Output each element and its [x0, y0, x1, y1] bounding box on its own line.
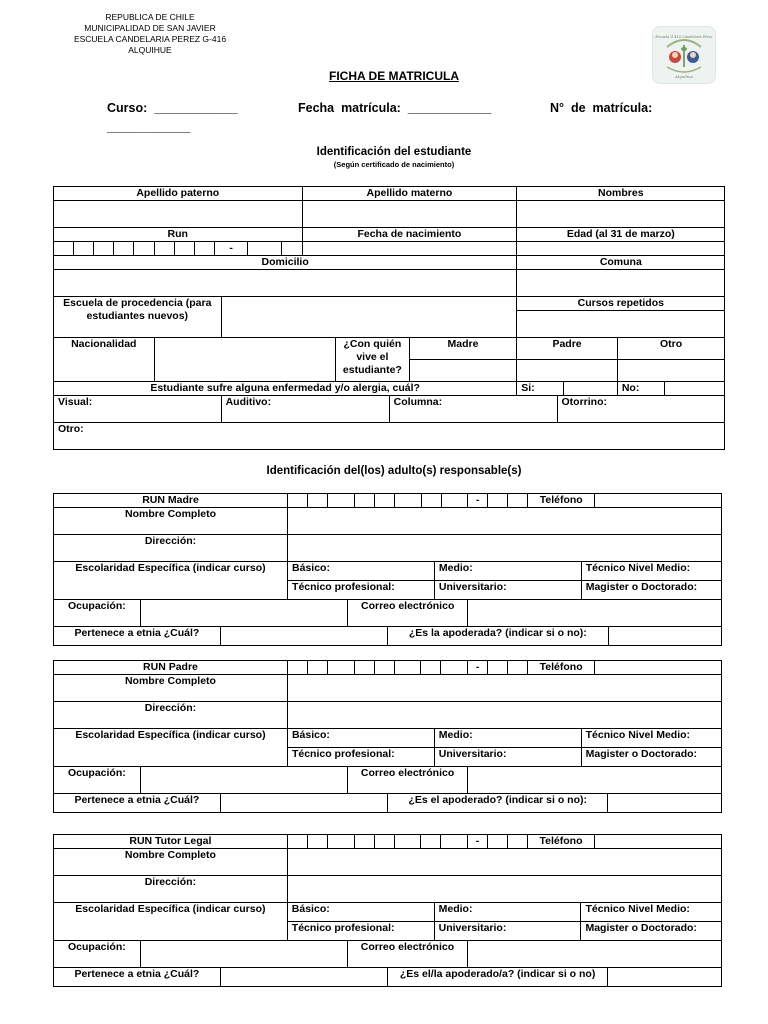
student-section-subheading: (Según certificado de nacimiento)	[333, 160, 455, 169]
tecnico-medio-field[interactable]: Técnico Nivel Medio:	[581, 562, 721, 581]
telefono-input[interactable]	[595, 661, 722, 675]
vive-con-madre-input[interactable]	[409, 360, 517, 382]
telefono-input[interactable]	[594, 835, 721, 849]
universitario-field[interactable]: Universitario:	[434, 581, 581, 600]
tecnico-medio-field[interactable]: Técnico Nivel Medio:	[581, 729, 721, 748]
escolaridad-label: Escolaridad Específica (indicar curso)	[54, 729, 288, 767]
cursos-repetidos-input[interactable]	[517, 311, 725, 338]
header-line: ESCUELA CANDELARIA PEREZ G-416	[73, 34, 227, 44]
fecha-matricula-field[interactable]: Fecha matrícula: ____________	[298, 101, 492, 115]
escuela-procedencia-input[interactable]	[221, 297, 517, 338]
ocupacion-input[interactable]	[140, 767, 347, 794]
run-dash: -	[468, 661, 488, 675]
apellido-paterno-label: Apellido paterno	[54, 187, 303, 201]
fecha-nacimiento-input[interactable]	[302, 242, 517, 256]
nombres-label: Nombres	[517, 187, 725, 201]
etnia-label: Pertenece a etnia ¿Cuál?	[54, 968, 221, 987]
run-digit-box[interactable]	[508, 835, 528, 849]
apoderado-label: ¿Es la apoderada? (indicar si o no):	[388, 627, 608, 646]
nombre-completo-label: Nombre Completo	[54, 675, 288, 702]
run-digit-box[interactable]	[508, 661, 528, 675]
basico-field[interactable]: Básico:	[287, 729, 434, 748]
tecnico-profesional-field[interactable]: Técnico profesional:	[287, 748, 434, 767]
run-digit-box[interactable]	[394, 835, 421, 849]
direccion-input[interactable]	[288, 535, 722, 562]
apellido-materno-input[interactable]	[302, 201, 517, 228]
run-digit-box[interactable]	[328, 661, 355, 675]
vive-con-otro-input[interactable]	[617, 360, 725, 382]
universitario-field[interactable]: Universitario:	[434, 748, 581, 767]
adult-table-padre	[53, 660, 722, 813]
nombre-completo-label: Nombre Completo	[54, 849, 288, 876]
run-digit-box[interactable]	[354, 661, 374, 675]
etnia-input[interactable]	[220, 968, 387, 987]
ocupacion-label: Ocupación:	[54, 600, 141, 627]
nombre-completo-input[interactable]	[288, 508, 722, 535]
run-digit-box[interactable]	[281, 242, 302, 256]
tecnico-medio-field[interactable]: Técnico Nivel Medio:	[581, 903, 721, 922]
apoderado-label: ¿Es el/la apoderado/a? (indicar si o no)	[387, 968, 607, 987]
columna-field[interactable]: Columna:	[389, 396, 557, 423]
edad-label: Edad (al 31 de marzo)	[517, 228, 725, 242]
madre-label: Madre	[409, 338, 517, 360]
direccion-label: Dirección:	[54, 702, 288, 729]
enfermedad-si-label: Si:	[517, 382, 564, 396]
run-digit-box[interactable]	[327, 835, 354, 849]
run-digit-box[interactable]	[394, 494, 421, 508]
apoderado-input[interactable]	[608, 968, 722, 987]
run-digit-box[interactable]	[374, 494, 394, 508]
run-adult-label: RUN Padre	[54, 661, 288, 675]
direccion-label: Dirección:	[54, 535, 288, 562]
domicilio-label: Domicilio	[54, 256, 517, 270]
cursos-repetidos-label: Cursos repetidos	[517, 297, 725, 311]
run-digit-box[interactable]	[54, 242, 74, 256]
con-quien-label: ¿Con quién vive el estudiante?	[336, 338, 410, 382]
visual-field[interactable]: Visual:	[54, 396, 222, 423]
run-digit-box[interactable]	[154, 242, 174, 256]
run-dv-box[interactable]	[488, 835, 508, 849]
run-digit-box[interactable]	[441, 494, 468, 508]
correo-input[interactable]	[468, 600, 722, 627]
tecnico-profesional-field[interactable]: Técnico profesional:	[287, 922, 434, 941]
medio-field[interactable]: Medio:	[434, 562, 581, 581]
header-line: MUNICIPALIDAD DE SAN JAVIER	[84, 23, 216, 33]
medio-field[interactable]: Medio:	[434, 903, 581, 922]
ocupacion-input[interactable]	[140, 941, 347, 968]
run-dv-box[interactable]	[248, 242, 282, 256]
etnia-label: Pertenece a etnia ¿Cuál?	[54, 794, 221, 813]
run-digit-box[interactable]	[441, 835, 468, 849]
ocupacion-label: Ocupación:	[54, 941, 141, 968]
enfermedad-no-input[interactable]	[664, 382, 725, 396]
run-digit-box[interactable]	[508, 494, 528, 508]
run-adult-label: RUN Tutor Legal	[54, 835, 288, 849]
vive-con-padre-input[interactable]	[517, 360, 618, 382]
header-line: REPUBLICA DE CHILE	[105, 12, 195, 22]
escuela-procedencia-label: Escuela de procedencia (para estudiantes nuevos)	[54, 297, 222, 338]
universitario-field[interactable]: Universitario:	[434, 922, 581, 941]
fecha-nacimiento-label: Fecha de nacimiento	[302, 228, 517, 242]
run-dv-box[interactable]	[488, 494, 508, 508]
domicilio-input[interactable]	[54, 270, 517, 297]
nombres-input[interactable]	[517, 201, 725, 228]
run-digit-box[interactable]	[194, 242, 214, 256]
padre-label: Padre	[517, 338, 618, 360]
nombre-completo-input[interactable]	[287, 849, 721, 876]
escolaridad-label: Escolaridad Específica (indicar curso)	[54, 903, 288, 941]
run-digit-box[interactable]	[374, 835, 394, 849]
school-header	[60, 12, 240, 56]
direccion-label: Dirección:	[54, 876, 288, 903]
run-digit-box[interactable]	[288, 494, 308, 508]
comuna-input[interactable]	[517, 270, 725, 297]
enfermedad-si-input[interactable]	[564, 382, 618, 396]
run-adult-label: RUN Madre	[54, 494, 288, 508]
curso-field[interactable]: Curso: ____________	[107, 101, 238, 115]
run-digit-box[interactable]	[308, 494, 328, 508]
logo-text-top: Escuela G-416 Candelaria Pérez	[655, 35, 713, 39]
magister-field[interactable]: Magister o Doctorado:	[581, 581, 721, 600]
nacionalidad-label: Nacionalidad	[54, 338, 155, 382]
nombre-completo-input[interactable]	[287, 675, 721, 702]
run-label: Run	[54, 228, 303, 242]
etnia-input[interactable]	[220, 794, 387, 813]
run-digit-box[interactable]	[287, 661, 307, 675]
otorrino-field[interactable]: Otorrino:	[557, 396, 725, 423]
telefono-label: Teléfono	[528, 835, 595, 849]
medio-field[interactable]: Medio:	[434, 729, 581, 748]
apoderado-input[interactable]	[608, 627, 722, 646]
run-digit-box[interactable]	[374, 661, 394, 675]
student-section-heading: Identificación del estudiante	[316, 146, 472, 158]
run-digit-box[interactable]	[307, 661, 327, 675]
run-digit-box[interactable]	[394, 661, 421, 675]
run-digit-box[interactable]	[74, 242, 94, 256]
comuna-label: Comuna	[517, 256, 725, 270]
correo-label: Correo electrónico	[348, 600, 468, 627]
run-digit-box[interactable]	[354, 494, 374, 508]
run-digit-box[interactable]	[134, 242, 154, 256]
etnia-label: Pertenece a etnia ¿Cuál?	[54, 627, 221, 646]
run-dash: -	[468, 835, 488, 849]
run-digit-box[interactable]	[307, 835, 327, 849]
telefono-label: Teléfono	[528, 494, 595, 508]
run-digit-box[interactable]	[421, 494, 441, 508]
direccion-input[interactable]	[287, 876, 721, 903]
telefono-input[interactable]	[595, 494, 722, 508]
run-digit-box[interactable]	[174, 242, 194, 256]
apellido-paterno-input[interactable]	[54, 201, 303, 228]
form-title: FICHA DE MATRICULA	[329, 69, 459, 83]
run-digit-box[interactable]	[421, 661, 441, 675]
nombre-completo-label: Nombre Completo	[54, 508, 288, 535]
apoderado-label: ¿Es el apoderado? (indicar si o no):	[388, 794, 608, 813]
etnia-input[interactable]	[220, 627, 387, 646]
run-digit-box[interactable]	[287, 835, 307, 849]
apoderado-input[interactable]	[608, 794, 722, 813]
correo-input[interactable]	[468, 941, 722, 968]
enfermedad-no-label: No:	[617, 382, 664, 396]
ocupacion-input[interactable]	[140, 600, 347, 627]
otro-enfermedad-field[interactable]: Otro:	[54, 423, 725, 450]
telefono-label: Teléfono	[528, 661, 595, 675]
ocupacion-label: Ocupación:	[54, 767, 141, 794]
correo-label: Correo electrónico	[347, 941, 467, 968]
basico-field[interactable]: Básico:	[288, 562, 435, 581]
run-digit-box[interactable]	[94, 242, 114, 256]
basico-field[interactable]: Básico:	[287, 903, 434, 922]
run-digit-box[interactable]	[441, 661, 468, 675]
numero-matricula-field[interactable]: ____________	[107, 120, 191, 134]
escolaridad-label: Escolaridad Específica (indicar curso)	[54, 562, 288, 600]
correo-label: Correo electrónico	[348, 767, 468, 794]
magister-field[interactable]: Magister o Doctorado:	[581, 748, 721, 767]
adult-table-madre	[53, 493, 722, 646]
run-digit-box[interactable]	[354, 835, 374, 849]
enfermedad-label: Estudiante sufre alguna enfermedad y/o alergia, cuál?	[54, 382, 517, 396]
numero-matricula-label: N° de matrícula:	[550, 101, 653, 115]
logo-text-bottom: Alquihue	[674, 74, 694, 79]
header-line: ALQUIHUE	[128, 45, 172, 55]
auditivo-field[interactable]: Auditivo:	[221, 396, 389, 423]
run-digit-box[interactable]	[421, 835, 441, 849]
apellido-materno-label: Apellido materno	[302, 187, 517, 201]
run-digit-box[interactable]	[114, 242, 134, 256]
student-table	[53, 186, 725, 450]
nacionalidad-input[interactable]	[154, 338, 335, 382]
magister-field[interactable]: Magister o Doctorado:	[581, 922, 721, 941]
run-dash: -	[468, 494, 488, 508]
tecnico-profesional-field[interactable]: Técnico profesional:	[288, 581, 435, 600]
run-dash: -	[214, 242, 248, 256]
adults-section-heading: Identificación del(los) adulto(s) responsable(s)	[266, 465, 522, 477]
correo-input[interactable]	[468, 767, 722, 794]
direccion-input[interactable]	[287, 702, 721, 729]
otro-label: Otro	[617, 338, 725, 360]
run-dv-box[interactable]	[488, 661, 508, 675]
run-digit-box[interactable]	[328, 494, 355, 508]
adult-table-tutor	[53, 834, 722, 987]
edad-input[interactable]	[517, 242, 725, 256]
